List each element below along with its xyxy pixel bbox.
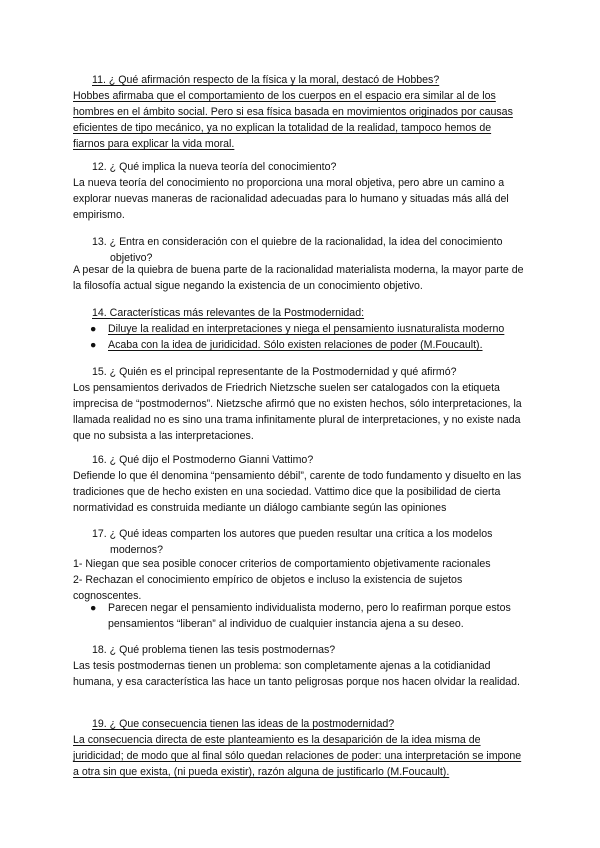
question-17-line1: 17. ¿ Qué ideas comparten los autores que pueden resultar una crítica a los modelos (92, 528, 493, 540)
bullet-17-1-text: Parecen negar el pensamiento individualista moderno, pero lo reafirman porque estos pensamientos “liberan” al individuo de cualquier instancia ajena a su deseo. (108, 602, 511, 630)
question-19 (92, 716, 522, 732)
question-13-line2: objetivo? (110, 252, 153, 264)
answer-13: A pesar de la quiebra de buena parte de la racionalidad materialista moderna, la mayor parte de la filosofía actual sigue negando la existencia de un conocimiento objetivo. (73, 264, 524, 292)
question-11 (92, 72, 522, 88)
answer-18: Las tesis postmodernas tienen un problema: son completamente ajenas a la cotidianidad humana, y esa característica las hace un tanto peligrosas porque nos hacen olvidar la realidad. (73, 660, 520, 688)
answer-11: Hobbes afirmaba que el comportamiento de los cuerpos en el espacio era similar al de los hombres en el ámbito social. Pero si esa física basada en movimientos originados por causas eficientes de tipo mecánico, ya no explican la totalidad de la realidad, tampoco hemos de fiarnos para explicar la vida moral. (73, 90, 513, 150)
answer-17-line2: 2- Rechazan el conocimiento empírico de objetos e incluso la existencia de sujetos cognoscentes. (73, 574, 463, 602)
answer-17-line1: 1- Niegan que sea posible conocer criterios de comportamiento objetivamente racionales (73, 558, 491, 570)
question-16: 16. ¿ Qué dijo el Postmoderno Gianni Vattimo? (92, 454, 314, 466)
answer-15: Los pensamientos derivados de Friedrich Nietzsche suelen ser catalogados con la etiqueta imprecisa de “postmodernos”. Nietzsche afirmó que no existen hechos, sólo interpretaciones, la llamada realidad no es sino una trama infinitamente plural de interpretaciones, y no existe nada que no subsista a las interpretaciones. (73, 382, 522, 442)
bullet-icon: ● (90, 339, 97, 351)
question-19-text: 19. ¿ Que consecuencia tienen las ideas de la postmodernidad? (92, 718, 395, 730)
question-12: 12. ¿ Qué implica la nueva teoría del conocimiento? (92, 161, 337, 173)
bullet-14-2 (90, 337, 530, 353)
bullet-17-1 (90, 600, 520, 632)
bullet-14-2-text: Acaba con la idea de juridicidad. Sólo existen relaciones de poder (M.Foucault). (108, 339, 483, 351)
question-13-line1: 13. ¿ Entra en consideración con el quiebre de la racionalidad, la idea del conocimiento (92, 236, 503, 248)
question-15: 15. ¿ Quién es el principal representante de la Postmodernidad y qué afirmó? (92, 366, 457, 378)
answer-16: Defiende lo que él denomina “pensamiento débil”, carente de todo fundamento y disuelto en las tradiciones que de hecho existen en una sociedad. Vattimo dice que la posibilidad de cierta normatividad es construida mediante un diálogo cambiante según las opiniones (73, 470, 522, 514)
question-14 (92, 305, 522, 321)
question-11-text: 11. ¿ Qué afirmación respecto de la física y la moral, destacó de Hobbes? (92, 74, 440, 86)
bullet-14-1-text: Diluye la realidad en interpretaciones y niega el pensamiento iusnaturalista moderno (108, 323, 505, 335)
answer-19: La consecuencia directa de este planteamiento es la desaparición de la idea misma de juridicidad; de modo que al final sólo quedan relaciones de poder: una interpretación se impone a otra sin que exista, (ni pueda existir), razón alguna de justificarlo (M.Foucault). (73, 734, 522, 778)
bullet-14-1 (90, 321, 530, 337)
question-14-text: 14. Características más relevantes de la Postmodernidad: (92, 307, 365, 319)
question-18: 18. ¿ Qué problema tienen las tesis postmodernas? (92, 644, 336, 656)
answer-12: La nueva teoría del conocimiento no proporciona una moral objetiva, pero abre un camino a explorar nuevas maneras de racionalidad adecuadas para lo humano y situadas más allá del empirismo. (73, 177, 509, 221)
question-17-line2: modernos? (110, 544, 163, 556)
bullet-icon: ● (90, 602, 97, 614)
question-17 (92, 526, 522, 558)
bullet-icon: ● (90, 323, 97, 335)
